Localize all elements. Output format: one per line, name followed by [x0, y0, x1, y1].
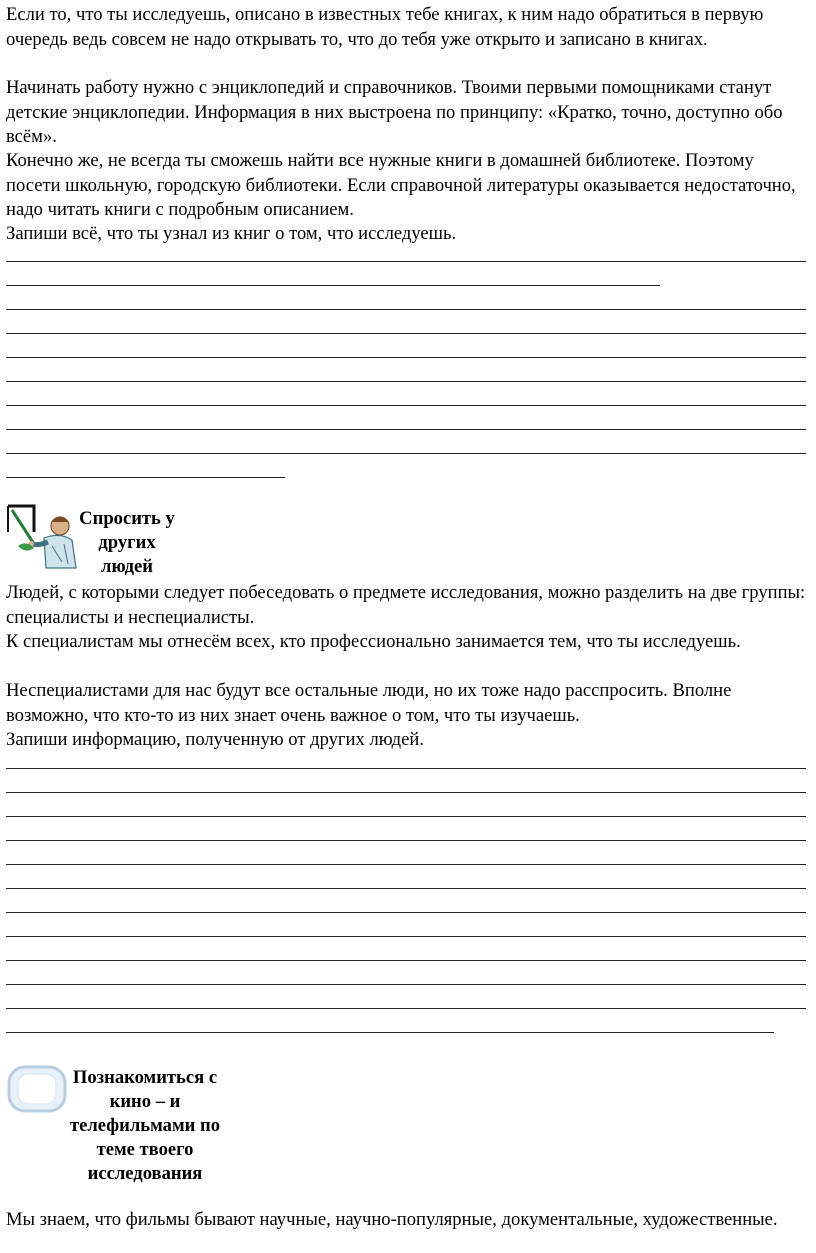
tv-screen-icon: [6, 1064, 68, 1114]
answer-line[interactable]: [6, 960, 806, 961]
answer-line[interactable]: [6, 381, 806, 382]
answer-line[interactable]: [6, 285, 660, 286]
answer-line[interactable]: [6, 453, 806, 454]
answer-line[interactable]: [6, 357, 806, 358]
people-instruction: Запиши информацию, полученную от других людей.: [6, 729, 424, 750]
answer-line[interactable]: [6, 768, 806, 769]
answer-line[interactable]: [6, 912, 806, 913]
teacher-pointer-icon: [4, 502, 80, 574]
books-instruction: Запиши всё, что ты узнал из книг о том, что исследуешь.: [6, 223, 457, 244]
answer-line[interactable]: [6, 888, 806, 889]
answer-line[interactable]: [6, 429, 806, 430]
books-paragraph-2: Начинать работу нужно с энциклопедий и справочников. Твоими первыми помощниками станут детские энциклопедии. Информация в них выстроена по принципу: «Кратко, точно, доступно обо всём».: [6, 77, 783, 147]
answer-line[interactable]: [6, 984, 806, 985]
answer-line[interactable]: [6, 792, 806, 793]
answer-line[interactable]: [6, 333, 806, 334]
answer-line[interactable]: [6, 477, 285, 478]
people-paragraph-1: Людей, с которыми следует побеседовать о предмете исследования, можно разделить на две группы: специалисты и неспециалисты.: [6, 582, 806, 628]
answer-line[interactable]: [6, 1008, 806, 1009]
films-paragraph-1: Мы знаем, что фильмы бывают научные, научно-популярные, документальные, художественные.: [6, 1209, 778, 1230]
answer-line[interactable]: [6, 1032, 774, 1033]
answer-line[interactable]: [6, 816, 806, 817]
answer-line[interactable]: [6, 936, 806, 937]
people-heading: Спросить у других людей: [79, 508, 175, 577]
answer-line[interactable]: [6, 405, 806, 406]
people-paragraph-2: К специалистам мы отнесём всех, кто профессионально занимается тем, что ты исследуешь.: [6, 631, 741, 652]
answer-line[interactable]: [6, 840, 806, 841]
books-paragraph-1: Если то, что ты исследуешь, описано в известных тебе книгах, к ним надо обратиться в первую очередь ведь совсем не надо открывать то, что до тебя уже открыто и записано в книгах.: [6, 4, 764, 50]
answer-line[interactable]: [6, 261, 806, 262]
answer-line[interactable]: [6, 309, 806, 310]
answer-line[interactable]: [6, 864, 806, 865]
people-paragraph-3: Неспециалистами для нас будут все остальные люди, но их тоже надо расспросить. Вполне возможно, что кто-то из них знает очень важное о том, что ты изучаешь.: [6, 680, 732, 726]
books-paragraph-3: Конечно же, не всегда ты сможешь найти все нужные книги в домашней библиотеке. Поэтому посети школьную, городскую библиотеки. Если справочной литературы оказывается недостаточно, надо читать книги с подробным описанием.: [6, 150, 796, 220]
films-heading: Познакомиться с кино – и телефильмами по теме твоего исследования: [69, 1067, 220, 1184]
